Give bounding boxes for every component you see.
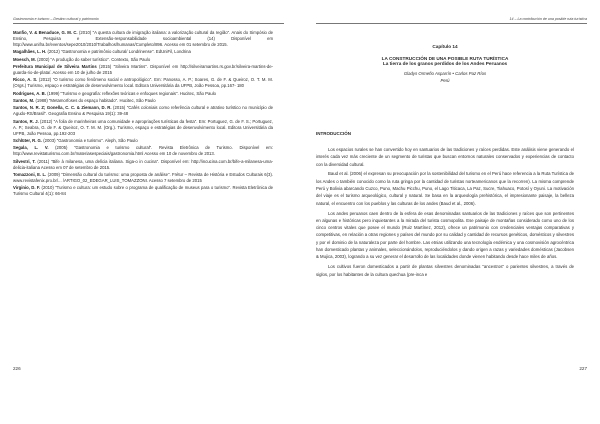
reference-author: Tomazzoni, E. L. bbox=[13, 171, 47, 177]
reference-entry bbox=[13, 49, 273, 55]
reference-text: (2011) "Bife à milanesa, uma delícia italiana. Siga-o in cucina". Disponível em: http://incucina.com.br/bife-a-milanesa-uma-delicia-italiana Acesso em 07 de setembro de 2015. bbox=[13, 158, 273, 170]
reference-author: Manfio, V. & Benaduce, G. M. C. bbox=[13, 30, 78, 35]
reference-text: (2002) "A produção do saber turístico". Contexto, São Paulo bbox=[35, 56, 151, 62]
reference-author: Ricco, A. S. bbox=[13, 77, 38, 83]
reference-author: Santos, R. J. bbox=[13, 118, 39, 124]
reference-entry bbox=[13, 57, 273, 63]
running-header: Gastronomia e turismo – Destino cultural y patrimonio bbox=[13, 17, 99, 21]
reference-author: Santos, M. bbox=[13, 97, 35, 103]
reference-author: Rodrigues, A. B. bbox=[13, 90, 46, 96]
reference-author: Magalhães, L. H. bbox=[13, 49, 47, 55]
reference-text: (1999) "Turismo e geografia: reflexões teóricas e enfoques regionais". Hucitec, São Paulo bbox=[45, 90, 217, 96]
reference-entry bbox=[13, 77, 273, 89]
reference-entry bbox=[13, 138, 273, 144]
reference-entry bbox=[13, 105, 273, 117]
header-rule bbox=[13, 23, 284, 24]
reference-entry bbox=[13, 91, 273, 97]
chapter-subtitle: La tierra de los granos perdidos de los Andes Peruanos bbox=[382, 61, 508, 66]
reference-text: (2010) "A questa cultura de imigração italiana: a valorização cultural da região". Anais do Simpósio de Ensino, Pesquisa e Extensão-responsabilidade socioambiental (14) Disponível em http://www.unifra.br/eventos/sepe2010/2010/Trabalhos/humanas/Completo/896. Acesso em 01 setembro de 2015. bbox=[13, 30, 273, 48]
chapter-title: LA CONSTRUCCIÓN DE UNA POSIBLE RUTA TURÍSTICA bbox=[381, 56, 509, 61]
running-header: 14 – La contribución de una posible ruta turística bbox=[509, 17, 587, 21]
reference-author: Schlüter, R. G. bbox=[13, 138, 43, 143]
reference-author: Santos, N. R. Z; Gonella, C. C. & Ziemann, D. R. bbox=[13, 105, 112, 111]
reference-text: (2012) "Gastronomia e patrimônio cultural/ Londrinense". EdUniFil, Londrina bbox=[46, 49, 191, 55]
reference-text: (2009) "Dimensão cultural do turismo: uma proposta de análise". Frétur – Revista de História e Estudos Culturais 6(3). www.revistafenix.pro.br/... /ARTIGO_02_EDEGAR_LUIS_TOMAZZONI. Acesso 7 setembro de 2015 bbox=[13, 171, 273, 184]
page-number: 227 bbox=[579, 366, 587, 371]
paragraph: Baud et al. (2006) el expresan su preocupación por la sostenibilidad del turismo en el Perú hace referencia a la Ruta Turística de los Andes o también conocido como la ruta gringa por la cantidad de turistas norteamericanos que la recorren). La misma comprende Perú y Bolivia abarcando Cuzco, Puno, Machu Picchu, Puno, el Lago Titicaca, La Paz, Sucre, Tiahuaco, Potosí y Oyuni. La motivación del viaje es el turismo arqueológico, cultural y natural. Se basa en la arqueología prehistórica, el impresionante paisaje, la belleza natural, el encuentro con los pueblos y las culturas de los andes (Baud et al., 2006). bbox=[316, 171, 574, 206]
reference-entry bbox=[13, 98, 273, 104]
paragraph: Los cultivos fueron domesticados a partir de plantas silvestres denominadas "ancestros" o parientes silvestres, a través de siglos, por los habitantes de la cultura quechua (pre-inca e bbox=[316, 264, 574, 277]
reference-entry bbox=[13, 185, 273, 197]
reference-entry bbox=[13, 119, 273, 137]
reference-author: Prefeitura Municipal de Silveira Martins bbox=[13, 63, 97, 69]
reference-entry bbox=[13, 172, 273, 184]
reference-text: (2005) "Gastronomia e turismo cultural". Revista Eletrônica de Turismo. Disponível em: http://www.revistaturismo.com.br/materiasespeciais/gastronomia.html Acesso em 10 de novembro de 2013. bbox=[13, 145, 273, 157]
reference-text: (2012) "O turismo como fenômeno social e antropológico". Em: Panosso, A. P.; Soares, G. de F. & Queiroz, O. T. M. M. (Orgs.) Turismo, espaço e estratégias de desenvolvimento local. Editora Universitária da UFPB, João Pessoa, pp.167- 180 bbox=[13, 77, 273, 89]
right-page bbox=[300, 0, 600, 424]
reference-author: Moesch, M. bbox=[13, 56, 36, 62]
reference-entry bbox=[13, 159, 273, 171]
reference-entry bbox=[13, 30, 273, 48]
paragraph: Los espacios rurales se han convertido hoy en santuarios de las tradiciones y raíces perdidas. Este análisis viene generando el interés cada vez más creciente de un segmento de turistas que buscan entornos naturales conservados y experiencias de contacto con la diversidad cultural. bbox=[316, 147, 574, 167]
body-text bbox=[316, 146, 574, 280]
reference-author: Silvestri, T. bbox=[13, 158, 36, 164]
reference-author: Virginio, D. F. bbox=[13, 185, 41, 191]
header-rule bbox=[316, 23, 587, 24]
paragraph: Los andes peruanos caen dentro de la esfera de esas denominadas santuarios de las tradiciones y raíces que son pertinentes en algunas e históricas pero inquietantes a la mirada del turista cosmopolita. Ese paisaje de montañas considerado como uno de los cinco centros vitales que posee el mundo (Ruiz Martínez, 2012), ofrece un patrimonio con credenciales ventajas comparativas y competitivas, en relación a otras regiones y países del mundo por su calidad y cantidad de recursos genéticos, domésticos y silvestres y por el dominio de la naturaleza por parte del hombre. Las etnias utilizando una tecnología endémica y una cosmovisión agrocéntrica han domesticado plantas y animales, seleccionándolos, reproduciéndolos y dando origen a razas y variedades domésticas (Jacobsen & Mujica, 2003), logrando a su vez generar el desarrollo de las localidades donde vienen habitando desde hace miles de años. bbox=[316, 210, 574, 260]
chapter-country: Perú bbox=[440, 77, 450, 83]
reference-entry bbox=[13, 145, 273, 157]
chapter-heading bbox=[316, 44, 574, 84]
chapter-authors: Gladys Ormeño Asparrín • Carlos Paz Ríos bbox=[403, 71, 487, 76]
reference-text: (1988) "Metamorfoses do espaço habitado". Hucitec, São Paulo bbox=[34, 97, 156, 103]
reference-text: (2003) "Gastronomia e turismo". Aleph, São Paulo bbox=[42, 138, 138, 143]
reference-text: (2015) "Cafés coloniais como referência cultural e atrativo turístico no município de Agudo-RS/Brasil". Geografia Ensino & Pesquisa 19(1): 39-48 bbox=[13, 105, 273, 117]
reference-text: (2015) "Silveira Martins". Disponível em http://silveiramartins.rs.gov.br/silveira-martins-de-guarda-rio-de-plata/. Acesso em 10 de julho de 2015 bbox=[13, 63, 274, 76]
reference-list bbox=[13, 30, 273, 199]
reference-entry bbox=[13, 64, 273, 76]
chapter-number: Capítulo 14 bbox=[432, 44, 458, 49]
section-heading: INTRODUCCIÓN bbox=[316, 131, 351, 136]
reference-author: Segala, L. V. bbox=[13, 145, 49, 151]
reference-text: (2010) "Turismo e cultura: um estudo sobre o programa de qualificação de museus para o turismo". Revista Eletrônica de Turismo Cultural 4(1): 66-84 bbox=[13, 185, 274, 197]
reference-text: (2012) "A folia de marinheiras uma comunidade e apropriações turísticas da festa". Em: Portuguez, G. de F. S.; Portuguez, A. P.; Seabra, G. de F. & Queiroz, O. T. M. M. (Org.). Turismo, espaço e estratégias de desenvolvimento local. Editora Universitária da UFPB, João Pessoa, pp.192-203 bbox=[13, 118, 273, 136]
page-number: 226 bbox=[13, 366, 21, 371]
